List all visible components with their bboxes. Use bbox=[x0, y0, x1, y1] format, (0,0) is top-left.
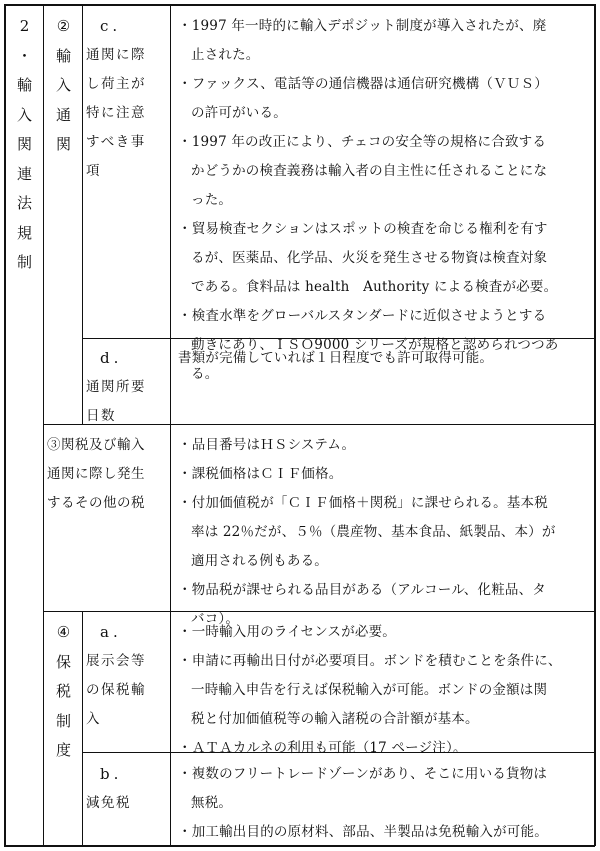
sec2-label-divider bbox=[170, 4, 171, 424]
sec2c-label-line: 項 bbox=[86, 163, 101, 179]
heading-char: 関 bbox=[16, 135, 32, 153]
sec4b-label-line: 減免税 bbox=[86, 795, 131, 811]
sec2-heading-char: 輸 bbox=[55, 46, 71, 65]
bullet-item: ・ 1997 年一時的に輸入デポジット制度が導入されたが、廃 止された。 bbox=[178, 12, 590, 70]
sec4b-content bbox=[178, 760, 590, 847]
section-heading-import-regulations bbox=[6, 12, 43, 278]
sec4a-label-line: の保税輸 bbox=[86, 682, 146, 698]
sec2d-label bbox=[86, 344, 170, 431]
bullet-item: ・ 複数のフリートレードゾーンがあり、そこに用いる貨物は 無税。 bbox=[178, 760, 590, 818]
sec3-label-line: ③関税及び輸入 bbox=[47, 437, 145, 453]
bullet-item: ・ 加工輸出目的の原材料、部品、半製品は免税輸入が可能。 bbox=[178, 818, 590, 847]
sec2d-label-line: 日数 bbox=[86, 408, 116, 424]
sec4-num-divider bbox=[82, 611, 83, 846]
sec2c-label-line: し荷主が bbox=[86, 76, 146, 92]
bullet-item: ・ 1997 年の改正により、チェコの安全等の規格に合致する かどうかの検査義務は輸入者の自主性に任されることにな った。 bbox=[178, 128, 590, 215]
heading-char: 輸 bbox=[16, 76, 32, 94]
sec4-heading-char: 度 bbox=[55, 741, 71, 759]
bullet-item: ・ 貿易検査セクションはスポットの検査を命じる権利を有す るが、医薬品、化学品、火災を発生させる物資は検査対象 である。食料品は health Authority による検査が必要。 bbox=[178, 215, 590, 302]
sec2c-label bbox=[86, 12, 170, 186]
sec2c-content bbox=[178, 12, 590, 389]
bullet-item: ・ 付加価値税が「ＣＩＦ価格＋関税」に課せられる。基本税 率は 22％だが、５％（農産物、基本食品、紙製品、本）が 適用される例もある。 bbox=[178, 489, 590, 576]
sec2-heading-char: 入 bbox=[55, 76, 71, 94]
sec4-heading-char: 制 bbox=[55, 711, 71, 730]
sec4-heading-char: 税 bbox=[55, 682, 71, 700]
bullet-item: ・ 品目番号はＨＳシステム。 bbox=[178, 431, 590, 460]
bullet-item: ・ 申請に再輸出日付が必要項目。ボンドを積むことを条件に、 一時輸入申告を行えば保税輸入が可能。ボンドの金額は関 税と付加価値税等の輸入諸税の合計額が基本。 bbox=[178, 647, 590, 734]
sec3-label-line: 通関に際し発生 bbox=[47, 466, 145, 482]
sec2-num-divider bbox=[82, 4, 83, 424]
bullet-item: ・ 検査水準をグローバルスタンダードに近似させようとする 動きにあり、ＩＳＯ9000 シリーズが規格と認められつつあ る。 bbox=[178, 302, 590, 389]
sec4a-label-line: 展示会等 bbox=[86, 653, 146, 669]
bullet-item: ・ 課税価格はＣＩＦ価格。 bbox=[178, 460, 590, 489]
heading-char: 法 bbox=[16, 194, 32, 212]
sec2d-content: 書類が完備していれば１日程度でも許可取得可能。 bbox=[178, 350, 494, 366]
heading-char: 入 bbox=[16, 105, 32, 124]
sec2-heading bbox=[45, 12, 82, 160]
sec4b-label bbox=[86, 760, 170, 818]
sec4-heading-char: 保 bbox=[55, 652, 71, 671]
sec2c-label-line: 通関に際 bbox=[86, 47, 146, 63]
sec4a-label-line: 入 bbox=[86, 711, 101, 727]
table-border-top bbox=[4, 4, 595, 6]
sec4a-code: a. bbox=[100, 623, 122, 641]
sec4b-code: b. bbox=[100, 765, 123, 783]
bullet-item: ・ ＡＴＡカルネの利用も可能（17 ページ注）。 bbox=[178, 734, 590, 763]
sec2d-label-line: 通関所要 bbox=[86, 379, 146, 395]
sec3-label-line: するその他の税 bbox=[47, 495, 145, 511]
sec4-heading bbox=[45, 618, 82, 766]
sec2c-label-line: すべき事 bbox=[86, 134, 146, 150]
sec2d-code: d. bbox=[100, 349, 123, 367]
heading-char: 連 bbox=[16, 164, 32, 183]
heading-char: 規 bbox=[16, 223, 32, 242]
sec2c-label-line: 特に注意 bbox=[86, 105, 146, 121]
sec2c-code: c. bbox=[100, 17, 122, 35]
sec4a-label bbox=[86, 618, 170, 734]
bullet-item: ・ 物品税が課せられる品目がある（アルコール、化粧品、タ バコ）。 bbox=[178, 576, 590, 634]
bullet-item: ・ ファックス、電話等の通信機器は通信研究機構（ＶＵＳ） の許可がいる。 bbox=[178, 70, 590, 128]
sec3-content bbox=[178, 431, 590, 634]
heading-char: 2 bbox=[19, 17, 30, 35]
sec2-number: ② bbox=[56, 17, 71, 35]
heading-char: ・ bbox=[16, 46, 32, 65]
sec3-label bbox=[47, 431, 169, 518]
sec4-number: ④ bbox=[56, 623, 71, 641]
sec3-label-divider bbox=[170, 424, 171, 611]
heading-char: 制 bbox=[16, 253, 32, 271]
sec4-label-divider bbox=[170, 611, 171, 846]
sec2-heading-char: 関 bbox=[55, 135, 71, 153]
sec4a-content bbox=[178, 618, 590, 763]
bullet-item: ・ 一時輸入用のライセンスが必要。 bbox=[178, 618, 590, 647]
sec2-heading-char: 通 bbox=[55, 105, 71, 124]
